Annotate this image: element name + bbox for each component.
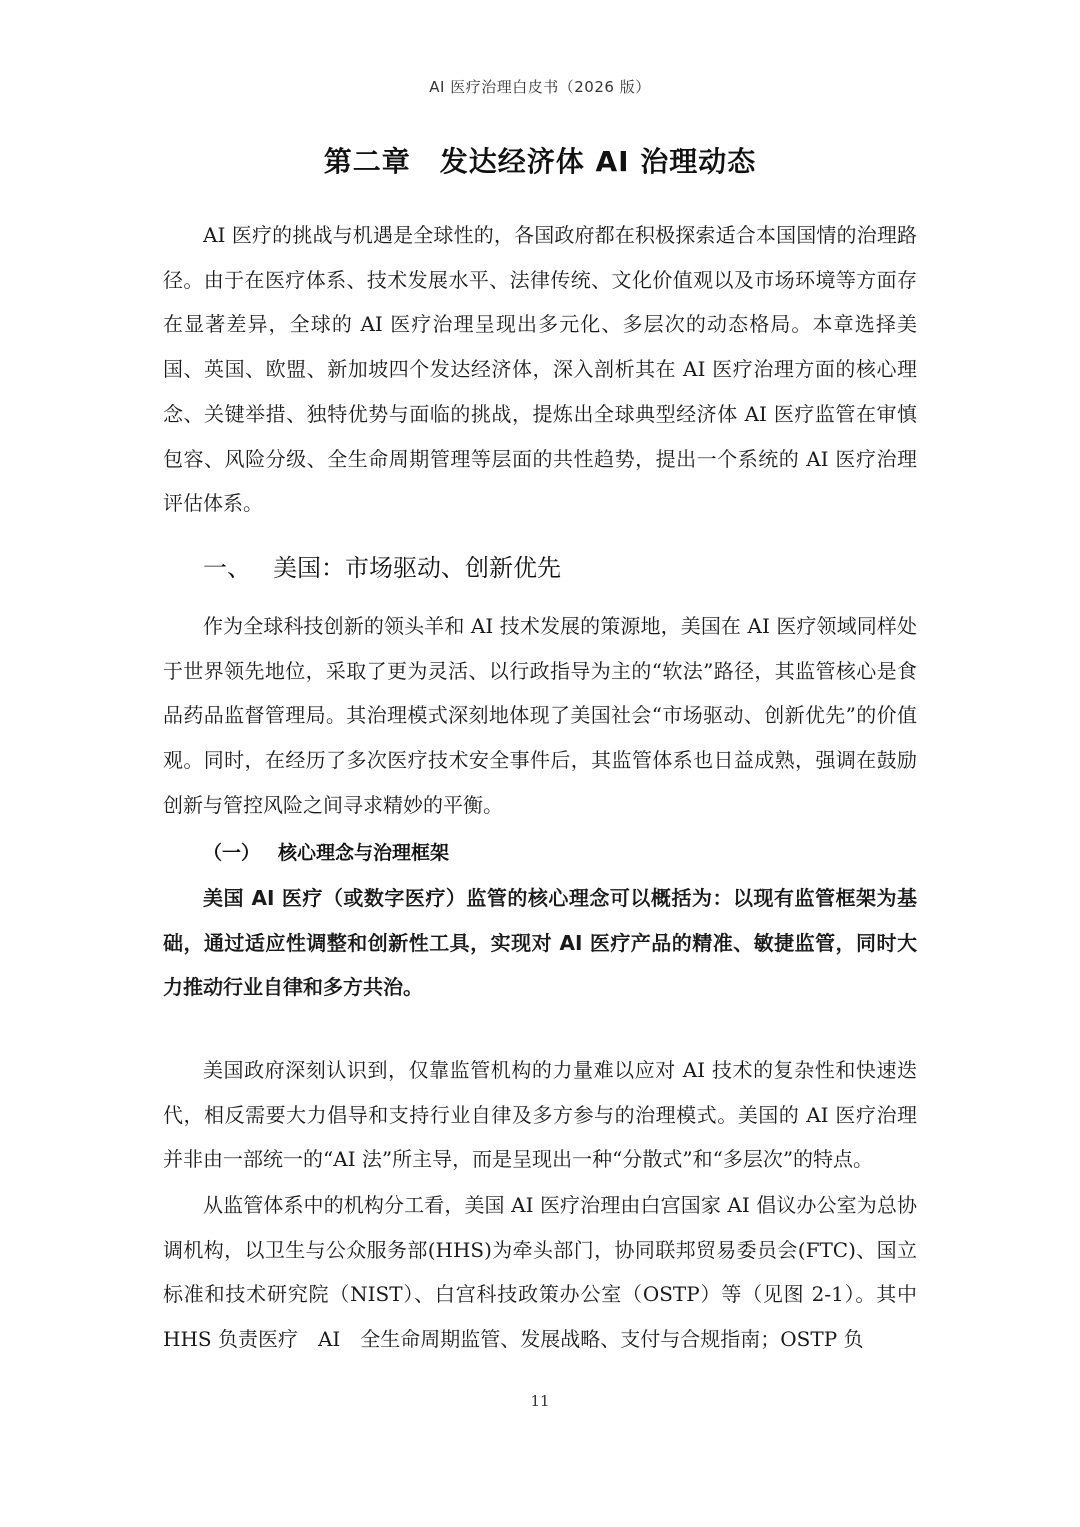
self-regulation-paragraph: 美国政府深刻认识到，仅靠监管机构的力量难以应对 AI 技术的复杂性和快速迭代，相反需要大力倡导和支持行业自律及多方参与的治理模式。美国的 AI 医疗治理并非由一部统一的“AI 法”所主导，而是呈现出一种“分散式”和“多层次”的特点。 — [163, 1058, 917, 1172]
section-title: 美国：市场驱动、创新优先 — [273, 554, 561, 582]
agencies-paragraph: 从监管体系中的机构分工看，美国 AI 医疗治理由白宫国家 AI 倡议办公室为总协调机构，以卫生与公众服务部(HHS)为牵头部门，协同联邦贸易委员会(FTC)、国立标准和技术研究院（NIST）、白宫科技政策办公室（OSTP）等（见图 2-1）。其中 HHS 负责医疗 AI 全生命周期监管、发展战略、支付与合规指南；OSTP 负 — [163, 1193, 917, 1352]
section-heading — [203, 548, 561, 583]
chapter-title: 第二章 发达经济体 AI 治理动态 — [323, 145, 757, 178]
page-number: 11 — [530, 1392, 550, 1410]
subsection-number: （一） — [203, 842, 261, 864]
us-overview-paragraph: 作为全球科技创新的领头羊和 AI 技术发展的策源地，美国在 AI 医疗领域同样处于世界领先地位，采取了更为灵活、以行政指导为主的“软法”路径，其监管核心是食品药品监督管理局。其治理模式深刻地体现了美国社会“市场驱动、创新优先”的价值观。同时，在经历了多次医疗技术安全事件后，其监管体系也日益成熟，强调在鼓励创新与管控风险之间寻求精妙的平衡。 — [163, 614, 917, 817]
intro-paragraph: AI 医疗的挑战与机遇是全球性的，各国政府都在积极探索适合本国国情的治理路径。由于在医疗体系、技术发展水平、法律传统、文化价值观以及市场环境等方面存在显著差异，全球的 AI 医疗治理呈现出多元化、多层次的动态格局。本章选择美国、英国、欧盟、新加坡四个发达经济体，深入剖析其在 AI 医疗治理方面的核心理念、关键举措、独特优势与面临的挑战，提炼出全球典型经济体 AI 医疗监管在审慎包容、风险分级、全生命周期管理等层面的共性趋势，提出一个系统的 AI 医疗治理评估体系。 — [163, 223, 917, 516]
subsection-heading — [203, 838, 449, 865]
core-concept-paragraph: 美国 AI 医疗（或数字医疗）监管的核心理念可以概括为：以现有监管框架为基础，通过适应性调整和创新性工具，实现对 AI 医疗产品的精准、敏捷监管，同时大力推动行业自律和多方共治。 — [163, 886, 917, 1000]
subsection-title: 核心理念与治理框架 — [278, 842, 450, 864]
section-number: 一、 — [203, 554, 251, 582]
running-header: AI 医疗治理白皮书（2026 版） — [429, 78, 651, 96]
